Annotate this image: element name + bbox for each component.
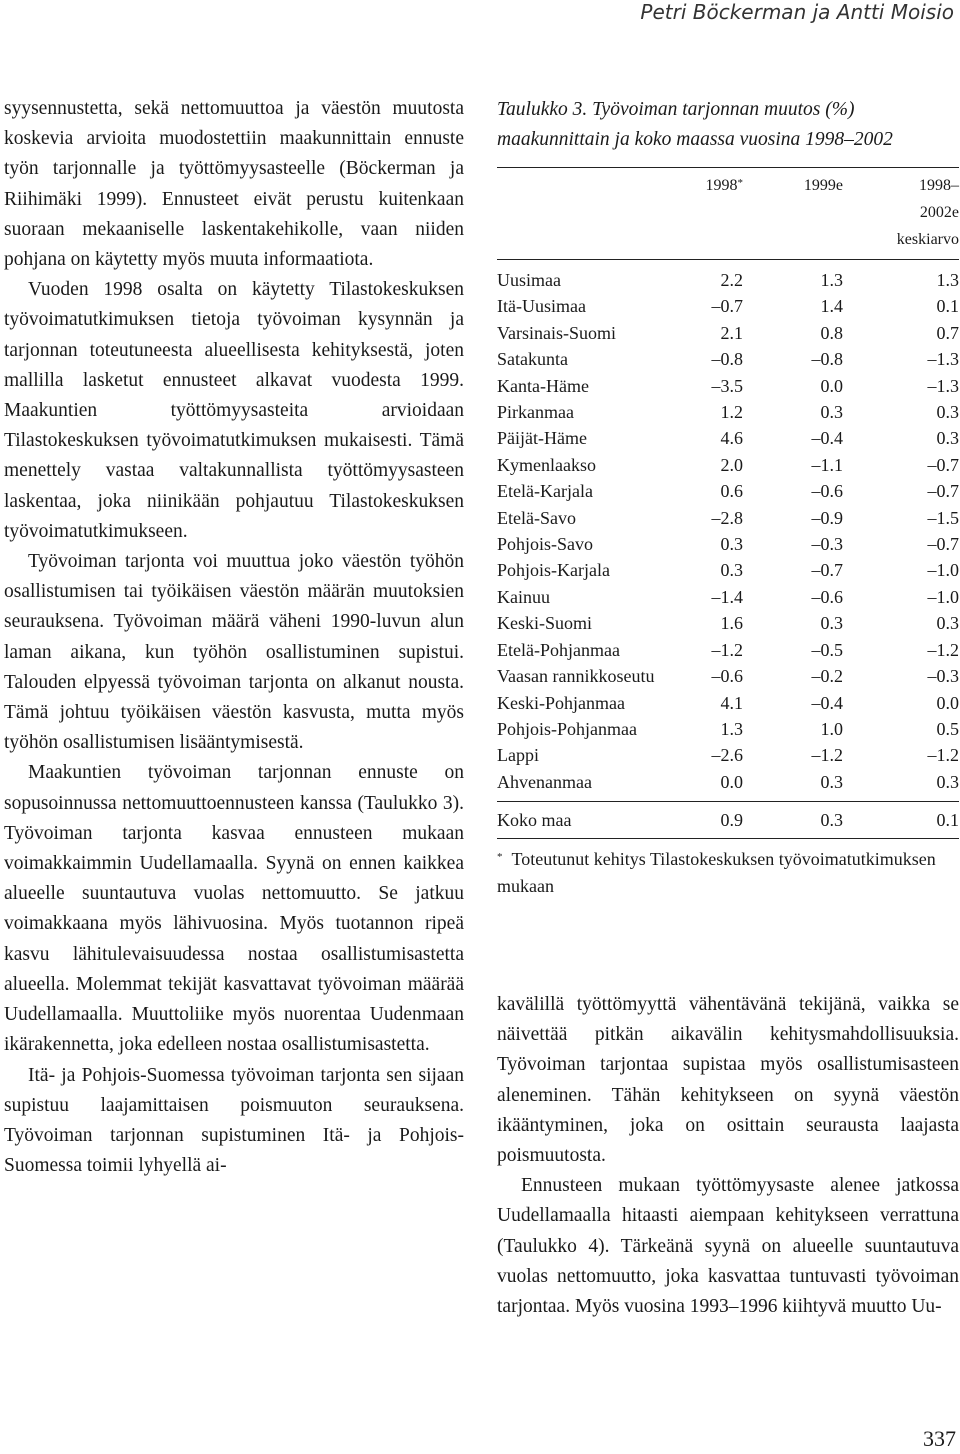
- value-1999e-cell: 0.3: [820, 402, 843, 423]
- value-1998-cell: –0.7: [711, 296, 743, 317]
- header-1999e: 1999e: [803, 177, 843, 194]
- value-1998-cell: 1.6: [720, 613, 743, 634]
- value-1998-cell: 0.3: [720, 534, 743, 555]
- value-average-cell: 0.3: [936, 428, 959, 449]
- region-cell: Päijät-Häme: [497, 428, 587, 449]
- region-cell: Pirkanmaa: [497, 402, 574, 423]
- value-1998-cell: 2.0: [720, 454, 743, 475]
- value-1999e-cell: –0.8: [811, 349, 843, 370]
- header-1998: 1998*: [705, 177, 743, 194]
- region-cell: Vaasan rannikkoseutu: [497, 666, 655, 687]
- value-1999e-cell: 0.3: [820, 771, 843, 792]
- body-paragraph: Vuoden 1998 osalta on käytetty Tilastokeskuksen työvoimatutkimuksen tietoja työvoiman kysynnän ja tarjonnan toteutuneesta alueellisesta kehityksestä, joten mallilla lasketut ennusteet alkavat vuodesta 1999. Maakuntien työttömyysasteita arvioidaan Tilastokeskuksen työvoimatutkimuksen mukaisesti. Tämä menettely vastaa valtakunnallista työttömyysasteen laskentaa, joka niinikään pohjautuu Tilastokeskuksen työvoimatutkimukseen.: [4, 279, 464, 542]
- value-average-cell: 0.3: [936, 613, 959, 634]
- value-1999e-cell: –0.4: [811, 428, 843, 449]
- footnote-marker: *: [737, 177, 743, 189]
- region-cell: Etelä-Pohjanmaa: [497, 639, 620, 660]
- value-average-cell: –1.3: [927, 349, 959, 370]
- table-row: [497, 690, 959, 716]
- table-row: [497, 769, 959, 795]
- value-average-cell: –0.7: [927, 454, 959, 475]
- value-1998-cell: 2.2: [720, 270, 743, 290]
- value-average-cell: –1.0: [927, 560, 959, 581]
- value-1999e-cell: –0.3: [811, 534, 843, 555]
- table-bottom-rule: [497, 838, 959, 839]
- table-header-rule: [497, 259, 959, 260]
- value-average-cell: –1.5: [927, 507, 959, 528]
- body-paragraph: Maakuntien työvoiman tarjonnan ennuste on sopusoinnussa nettomuuttoennusteen kanssa (Taulukko 3). Työvoiman tarjonta kasvaa ennusteen mukaan voimakkaimmin Uudellamaalla. Syynä on ennen kaikkea alueelle suuntautuva vuolas nettomuutto. Se jatkuu voimakkaana myös lähivuosina. Myös tuotannon ripeä kasvu lähitulevaisuudessa nostaa osallistumisastetta alueella. Molemmat tekijät kasvattavat työvoiman määrää Uudellamaalla. Muuttoliike myös nuorentaa Uudenmaan ikärakennetta, joka edelleen nostaa osallistumisastetta.: [4, 762, 464, 1056]
- table-row: [497, 505, 959, 531]
- value-average-cell: –0.3: [927, 666, 959, 687]
- region-cell: Kainuu: [497, 586, 550, 607]
- value-average-cell: –0.7: [927, 534, 959, 555]
- value-1999e-cell: –1.1: [811, 454, 843, 475]
- region-cell: Pohjois-Savo: [497, 534, 594, 555]
- value-1998-cell: –1.4: [711, 586, 743, 607]
- table-row: [497, 373, 959, 399]
- page-number: 337: [923, 1426, 956, 1451]
- value-1999e-cell: 0.3: [820, 613, 843, 634]
- header-region: [497, 172, 693, 253]
- region-cell: Kymenlaakso: [497, 454, 596, 475]
- value-1999e-cell: 1.3: [820, 270, 843, 290]
- value-1999e-cell: 0.3: [820, 810, 843, 831]
- value-1999e-cell: 1.0: [820, 718, 843, 739]
- table-row: [497, 716, 959, 742]
- value-1999e-cell: –0.4: [811, 692, 843, 713]
- table-row: [497, 399, 959, 425]
- value-average-cell: –1.0: [927, 586, 959, 607]
- value-average-cell: 0.1: [936, 296, 959, 317]
- value-1998-cell: –2.8: [711, 507, 743, 528]
- value-1998-cell: 0.6: [720, 481, 743, 502]
- value-1998-cell: 4.1: [720, 692, 743, 713]
- region-cell: Lappi: [497, 745, 539, 766]
- table-row: [497, 637, 959, 663]
- region-cell: Kanta-Häme: [497, 375, 589, 396]
- table-top-rule: [497, 167, 959, 168]
- value-1998-cell: 0.0: [720, 771, 743, 792]
- body-paragraph: Itä- ja Pohjois-Suomessa työvoiman tarjonta sen sijaan supistuu laajamittaisen poismuuton seurauksena. Työvoiman tarjonnan supistuminen Itä- ja Pohjois-Suomessa toimii lyhyellä ai-: [4, 1064, 464, 1177]
- running-title: Petri Böckerman ja Antti Moisio: [640, 0, 954, 24]
- value-1999e-cell: –1.2: [811, 745, 843, 766]
- value-average-cell: 0.7: [936, 322, 959, 343]
- value-1998-cell: –0.6: [711, 666, 743, 687]
- region-cell: Keski-Pohjanmaa: [497, 692, 625, 713]
- region-cell: Satakunta: [497, 349, 568, 370]
- value-1998-cell: 0.3: [720, 560, 743, 581]
- body-paragraph: Työvoiman tarjonta voi muuttua joko väestön työhön osallistumisen tai työikäisen väestön määrän muutoksien seurauksena. Työvoiman määrä väheni 1990-luvun alun laman aikana, kun työhön osallistuminen supistui. Talouden elpyessä työvoiman tarjonta on alkanut nousta. Tämä johtuu työikäisen väestön kasvusta, mutta myös työhön osallistumisen lisääntymisestä.: [4, 551, 464, 754]
- body-paragraph: Ennusteen mukaan työttömyysaste alenee jatkossa Uudellamaalla hitaasti aiempaan kehitykseen verrattuna (Taulukko 4). Tärkeänä syynä on alueelle suuntautuva vuolas nettomuutto, joka kasvattaa tuntuvasti työvoiman tarjontaa. Myös vuosina 1993–1996 kiihtyvä muutto Uu-: [497, 1175, 959, 1318]
- value-1999e-cell: 0.0: [820, 375, 843, 396]
- value-1998-cell: –1.2: [711, 639, 743, 660]
- region-cell: Uusimaa: [497, 270, 561, 290]
- table-row: [497, 584, 959, 610]
- region-cell: Itä-Uusimaa: [497, 296, 586, 317]
- region-cell: Koko maa: [497, 810, 572, 831]
- value-1999e-cell: 0.8: [820, 322, 843, 343]
- region-cell: Pohjois-Karjala: [497, 560, 610, 581]
- table-row: [497, 742, 959, 768]
- table-row: [497, 478, 959, 504]
- table-total-row: [497, 807, 959, 833]
- region-cell: Ahvenanmaa: [497, 771, 592, 792]
- right-column: [497, 990, 959, 1322]
- header-average: 1998– 2002e keskiarvo: [896, 177, 959, 248]
- value-average-cell: 0.1: [936, 810, 959, 831]
- value-average-cell: 0.3: [936, 771, 959, 792]
- table-row: [497, 425, 959, 451]
- value-1998-cell: 1.3: [720, 718, 743, 739]
- region-cell: Pohjois-Pohjanmaa: [497, 718, 637, 739]
- left-column: [4, 94, 464, 1181]
- table-row: [497, 557, 959, 583]
- value-average-cell: 0.5: [936, 718, 959, 739]
- table-footnote: * Toteutunut kehitys Tilastokeskuksen työvoimatutkimuksen mukaan: [497, 849, 936, 896]
- value-1998-cell: 0.9: [720, 810, 743, 831]
- table-row: [497, 346, 959, 372]
- value-1999e-cell: –0.7: [811, 560, 843, 581]
- value-average-cell: 0.3: [936, 402, 959, 423]
- value-1998-cell: 4.6: [720, 428, 743, 449]
- value-average-cell: –1.2: [927, 745, 959, 766]
- region-cell: Keski-Suomi: [497, 613, 593, 634]
- value-1999e-cell: –0.5: [811, 639, 843, 660]
- table-header-row: [497, 172, 959, 253]
- table-row: [497, 293, 959, 319]
- table-total-rule: [497, 801, 959, 802]
- value-1998-cell: –3.5: [711, 375, 743, 396]
- body-paragraph: kavälillä työttömyyttä vähentävänä tekijänä, vaikka se näivettää pitkän aikavälin kehitysmahdollisuuksia. Työvoiman tarjontaa supistaa myös osallistumisasteen aleneminen. Tähän kehitykseen on syynä väestön ikääntyminen, joka on osittain seurausta laajasta poismuutosta.: [497, 994, 959, 1167]
- value-1999e-cell: –0.2: [811, 666, 843, 687]
- table-row: [497, 531, 959, 557]
- value-1998-cell: –2.6: [711, 745, 743, 766]
- body-paragraph: syysennustetta, sekä nettomuuttoa ja väestön muutosta koskevia arvioita muodostettiin maakunnittain ennuste työn tarjonnalle ja työttömyysasteelle (Böckerman ja Riihimäki 1999). Ennusteet eivät perustu kuitenkaan suoraan mekaaniselle laskentakehikolle, vaan niiden pohjana on käytetty myös muuta informaatiota.: [4, 98, 464, 271]
- value-average-cell: –1.2: [927, 639, 959, 660]
- table-caption: Taulukko 3. Työvoiman tarjonnan muutos (%) maakunnittain ja koko maassa vuosina 1998–2002: [497, 99, 893, 150]
- value-average-cell: –0.7: [927, 481, 959, 502]
- table-row: [497, 610, 959, 636]
- value-average-cell: 1.3: [936, 270, 959, 290]
- region-cell: Etelä-Savo: [497, 507, 576, 528]
- region-cell: Varsinais-Suomi: [497, 322, 616, 343]
- value-average-cell: 0.0: [936, 692, 959, 713]
- value-1999e-cell: –0.6: [811, 586, 843, 607]
- table-row: [497, 452, 959, 478]
- value-1998-cell: 1.2: [720, 402, 743, 423]
- value-1998-cell: 2.1: [720, 322, 743, 343]
- value-1999e-cell: 1.4: [820, 296, 843, 317]
- value-average-cell: –1.3: [927, 375, 959, 396]
- value-1999e-cell: –0.6: [811, 481, 843, 502]
- region-cell: Etelä-Karjala: [497, 481, 593, 502]
- table-row: [497, 267, 959, 293]
- table-row: [497, 663, 959, 689]
- value-1998-cell: –0.8: [711, 349, 743, 370]
- table-row: [497, 320, 959, 346]
- value-1999e-cell: –0.9: [811, 507, 843, 528]
- data-table: [497, 172, 959, 834]
